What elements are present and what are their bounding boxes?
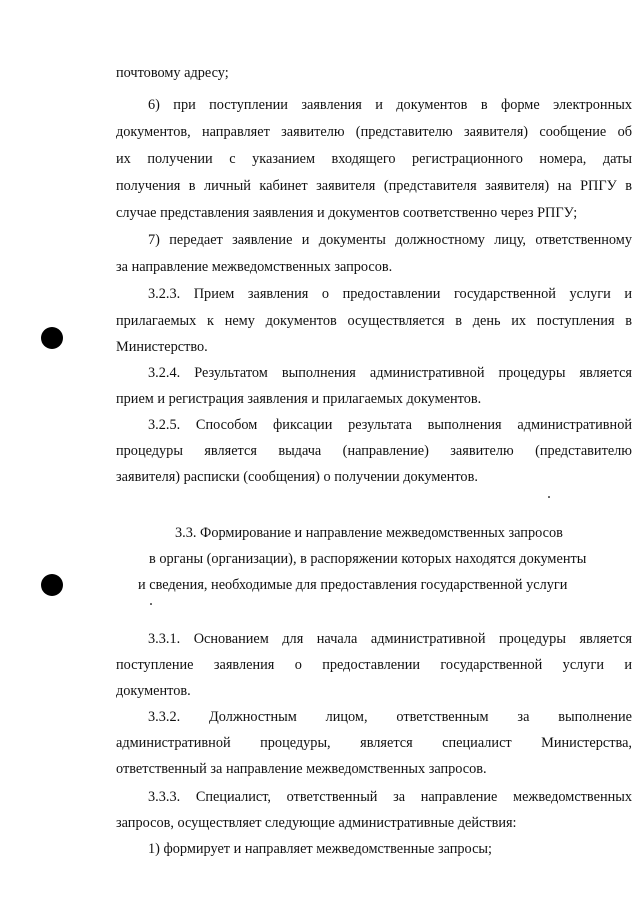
section-heading: в органы (организации), в распоряжении которых находятся документы (149, 551, 587, 567)
text-line: заявителя) расписки (сообщения) о получении документов. (116, 469, 478, 485)
section-heading: 3.3. Формирование и направление межведомственных запросов (175, 525, 563, 541)
text-line: прием и регистрация заявления и прилагаемых документов. (116, 391, 482, 407)
text-line: за направление межведомственных запросов. (116, 259, 393, 275)
text-line: прилагаемых к нему документов осуществляется в день их поступления в (116, 313, 632, 329)
scan-speck (150, 603, 152, 605)
text-line: 3.2.4. Результатом выполнения административной процедуры является (148, 365, 632, 381)
text-line: 3.3.3. Специалист, ответственный за направление межведомственных (148, 789, 632, 805)
text-line: получения в личный кабинет заявителя (представителя заявителя) на РПГУ в (116, 178, 632, 194)
text-line: процедуры является выдача (направление) заявителю (представителю (116, 443, 632, 459)
text-line: 3.2.5. Способом фиксации результата выполнения административной (148, 417, 632, 433)
text-line: запросов, осуществляет следующие административные действия: (116, 815, 517, 831)
text-line: 3.3.1. Основанием для начала административной процедуры является (148, 631, 632, 647)
text-line: почтовому адресу; (116, 65, 229, 81)
text-line: 7) передает заявление и документы должностному лицу, ответственному (148, 232, 632, 248)
text-line: документов, направляет заявителю (представителю заявителя) сообщение об (116, 124, 632, 140)
text-line: 1) формирует и направляет межведомственные запросы; (148, 841, 492, 857)
text-line: 6) при поступлении заявления и документов в форме электронных (148, 97, 632, 113)
text-line: ответственный за направление межведомственных запросов. (116, 761, 487, 777)
text-line: 3.3.2. Должностным лицом, ответственным за выполнение (148, 709, 632, 725)
punch-hole (41, 574, 63, 596)
text-line: Министерство. (116, 339, 208, 355)
text-line: случае представления заявления и документов соответственно через РПГУ; (116, 205, 578, 221)
text-line: поступление заявления о предоставлении государственной услуги и (116, 657, 632, 673)
text-line: их получении с указанием входящего регистрационного номера, даты (116, 151, 632, 167)
punch-hole (41, 327, 63, 349)
text-line: документов. (116, 683, 191, 699)
text-line: административной процедуры, является специалист Министерства, (116, 735, 632, 751)
scan-speck (548, 496, 550, 498)
text-line: 3.2.3. Прием заявления о предоставлении государственной услуги и (148, 286, 632, 302)
section-heading: и сведения, необходимые для предоставления государственной услуги (138, 577, 568, 593)
